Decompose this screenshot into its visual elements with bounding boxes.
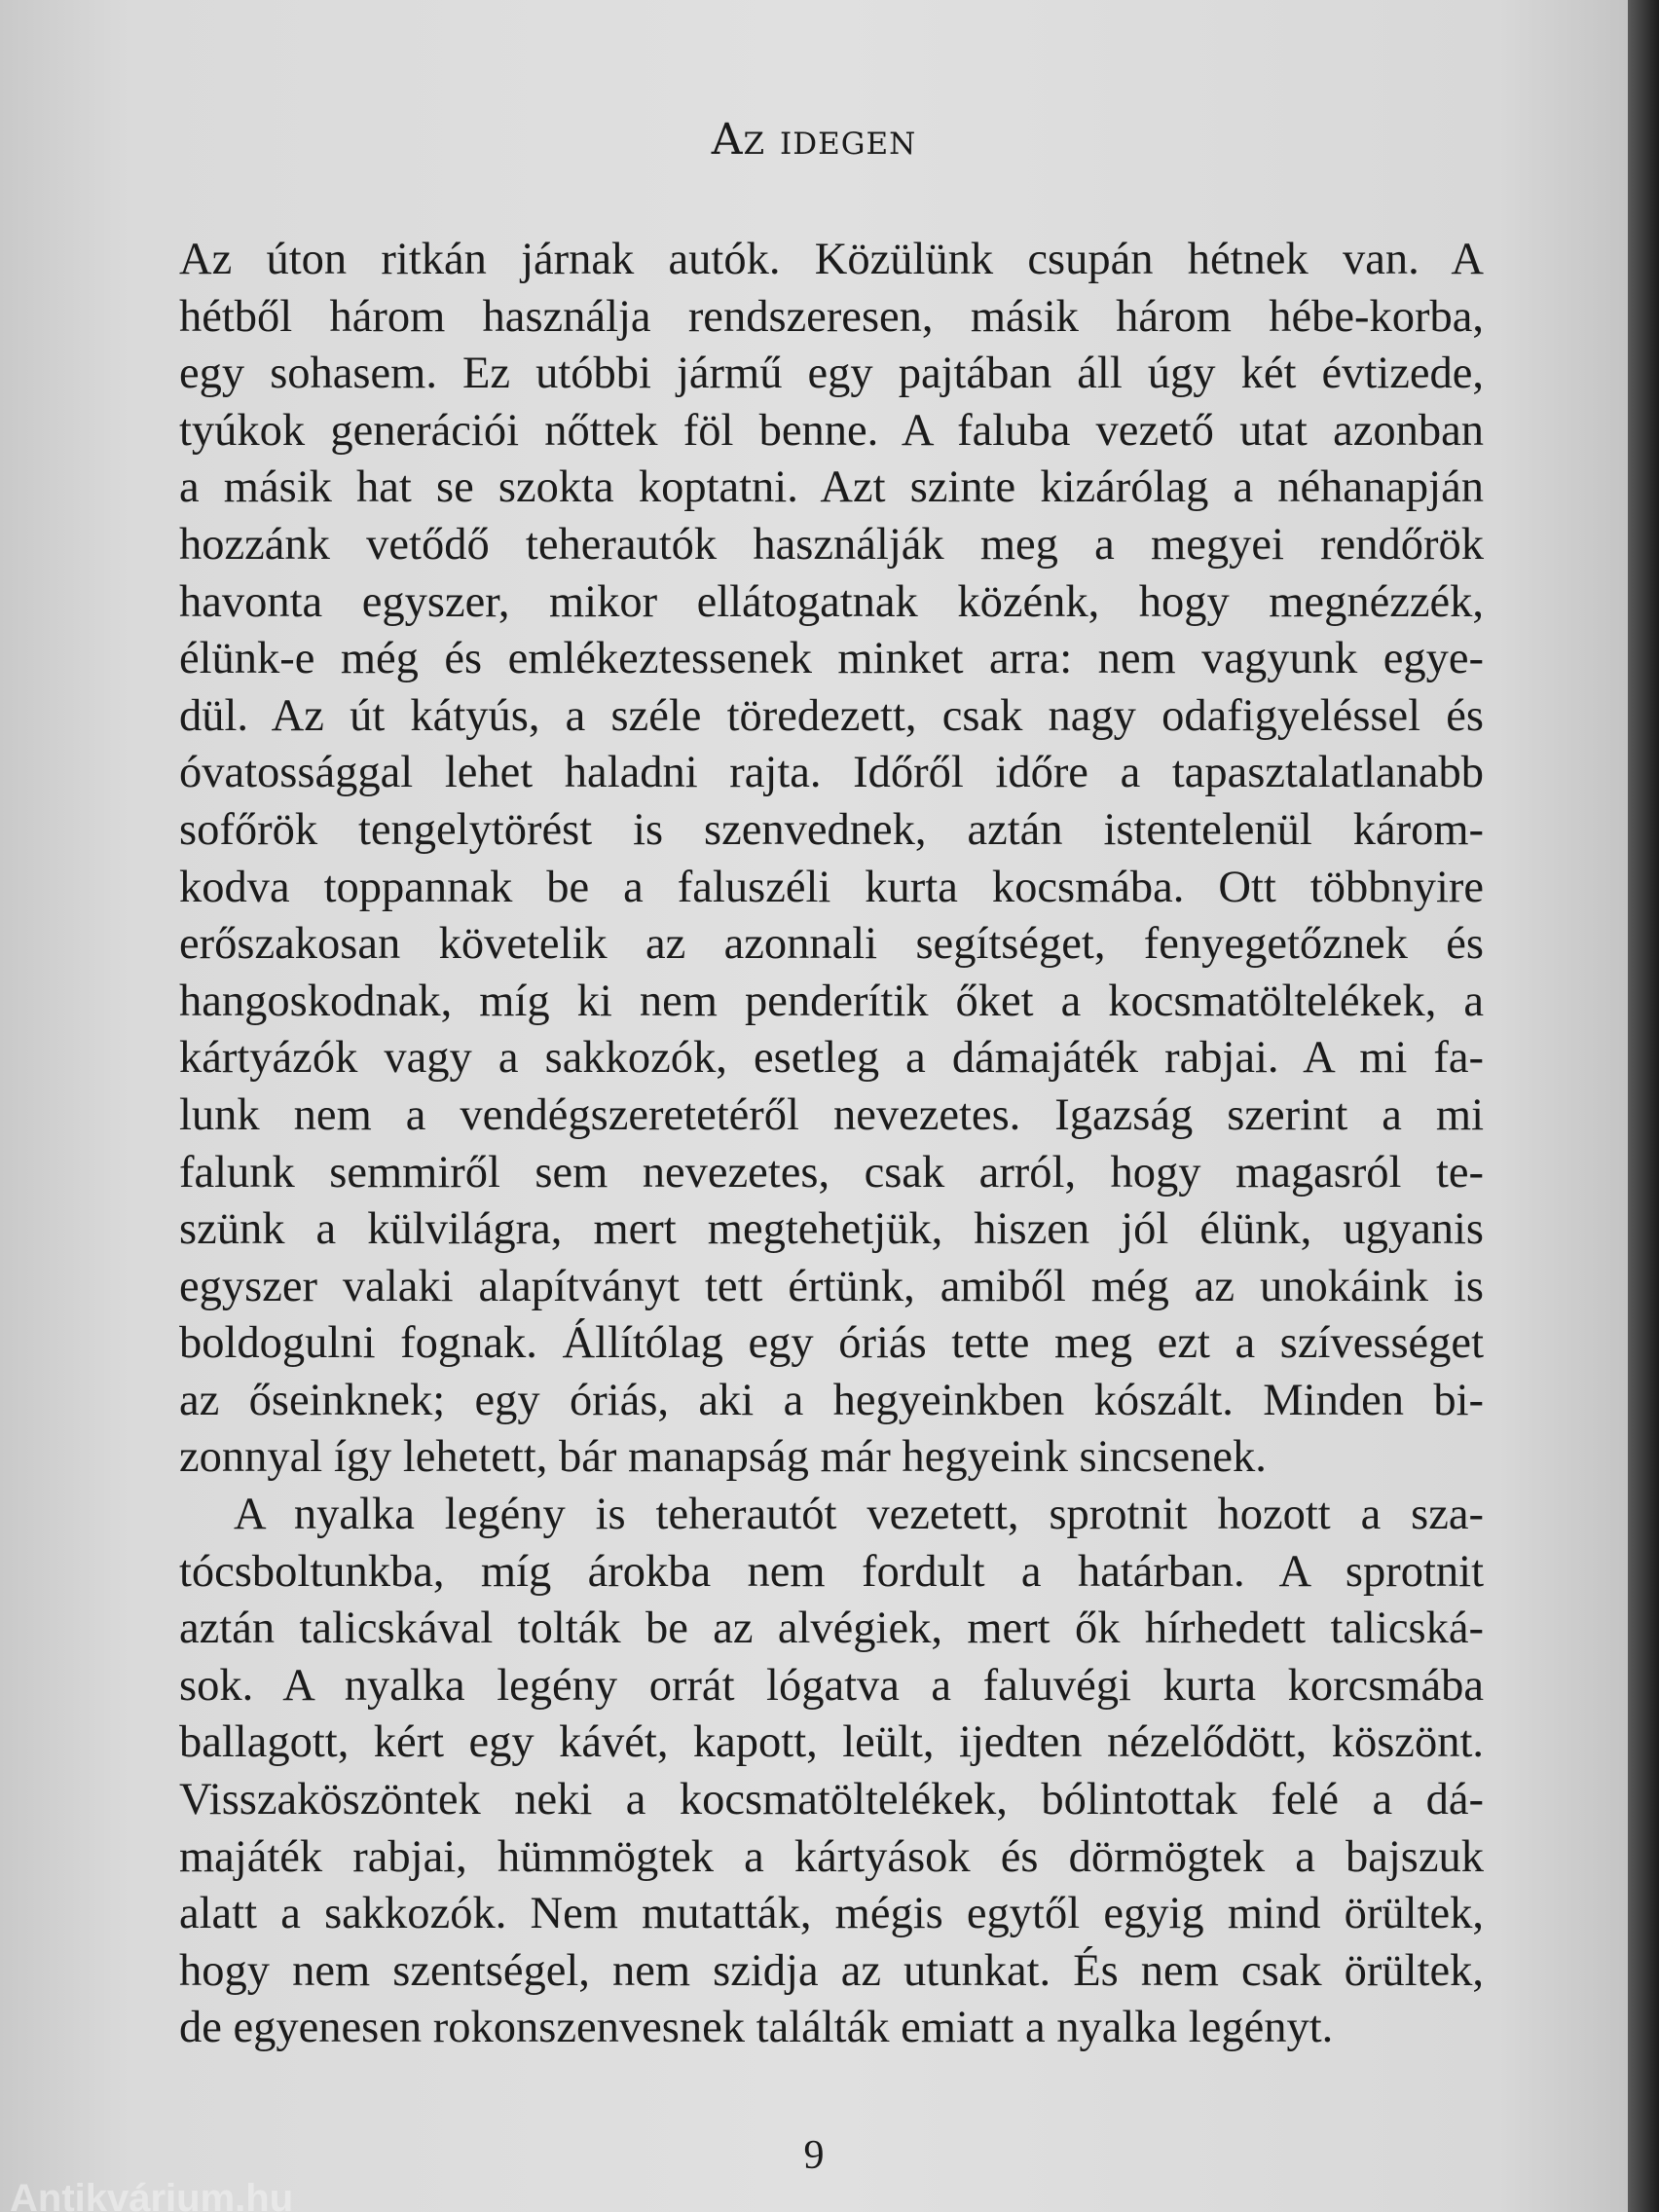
text-line: egy sohasem. Ez utóbbi jármű egy pajtában áll úgy két évtizede, <box>179 349 1484 399</box>
book-spine-shadow <box>1628 0 1659 2212</box>
text-line: aztán talicskával tolták be az alvégiek, mert ők hírhedett talicská- <box>179 1604 1484 1654</box>
text-line: sok. A nyalka legény orrát lógatva a faluvégi kurta korcsmába <box>179 1660 1484 1711</box>
paragraph-2 <box>179 1487 1484 2057</box>
text-line: boldogulni fognak. Állítólag egy óriás tette meg ezt a szívességet <box>179 1318 1484 1369</box>
text-line: egyszer valaki alapítványt tett értünk, amiből még az unokáink is <box>179 1261 1484 1311</box>
paragraph-1 <box>179 232 1484 1487</box>
text-line: erőszakosan követelik az azonnali segítséget, fenyegetőznek és <box>179 919 1484 970</box>
text-line: a másik hat se szokta koptatni. Azt szinte kizárólag a néhanapján <box>179 462 1484 513</box>
text-line: Az úton ritkán járnak autók. Közülünk csupán hétnek van. A <box>179 235 1484 284</box>
text-line: zonnyal így lehetett, bár manapság már hegyeink sincsenek. <box>179 1432 1267 1483</box>
watermark-logo: Antikvárium.hu <box>10 2177 294 2212</box>
text-line: tyúkok generációi nőttek föl benne. A faluba vezető utat azonban <box>179 405 1484 456</box>
text-line: majáték rabjai, hümmögtek a kártyások és dörmögtek a bajszuk <box>179 1831 1484 1882</box>
text-line: de egyenesen rokonszenvesnek találták emiatt a nyalka legényt. <box>179 2003 1334 2053</box>
body-text <box>179 232 1484 2057</box>
text-line: szünk a külvilágra, mert megtehetjük, hiszen jól élünk, ugyanis <box>179 1204 1484 1255</box>
text-line: tócsboltunkba, míg árokba nem fordult a határban. A sprotnit <box>179 1546 1484 1597</box>
text-line: hozzánk vetődő teherautók használják meg a megyei rendőrök <box>179 519 1484 570</box>
page-number: 9 <box>803 2133 825 2178</box>
text-line: A nyalka legény is teherautót vezetett, sprotnit hozott a sza- <box>234 1490 1484 1540</box>
text-line: kodva toppannak be a faluszéli kurta kocsmába. Ott többnyire <box>179 862 1484 912</box>
text-line: havonta egyszer, mikor ellátogatnak közénk, hogy megnézzék, <box>179 576 1484 627</box>
text-line: hogy nem szentségel, nem szidja az utunkat. És nem csak örültek, <box>179 1945 1484 1996</box>
text-line: kártyázók vagy a sakkozók, esetleg a dámajáték rabjai. A mi fa- <box>179 1033 1484 1084</box>
text-line: falunk semmiről sem nevezetes, csak arról, hogy magasról te- <box>179 1147 1484 1198</box>
text-line: hétből három használja rendszeresen, másik három hébe-korba, <box>179 291 1484 342</box>
text-line: az őseinknek; egy óriás, aki a hegyeinkben kószált. Minden bi- <box>179 1375 1484 1425</box>
text-line: ballagott, kért egy kávét, kapott, leült, ijedten nézelődött, köszönt. <box>179 1717 1484 1768</box>
chapter-title: Az idegen <box>711 115 917 165</box>
text-line: Visszaköszöntek neki a kocsmatöltelékek, bólintottak felé a dá- <box>179 1775 1484 1825</box>
text-line: élünk-e még és emlékeztessenek minket arra: nem vagyunk egye- <box>179 634 1484 684</box>
text-line: óvatossággal lehet haladni rajta. Időről időre a tapasztalatlanabb <box>179 748 1484 798</box>
text-line: hangoskodnak, míg ki nem penderítik őket a kocsmatöltelékek, a <box>179 976 1484 1026</box>
text-line: lunk nem a vendégszeretetéről nevezetes. Igazság szerint a mi <box>179 1089 1484 1140</box>
text-line: alatt a sakkozók. Nem mutatták, mégis egytől egyig mind örültek, <box>179 1889 1484 1939</box>
text-line: sofőrök tengelytörést is szenvednek, aztán istentelenül károm- <box>179 804 1484 855</box>
text-line: dül. Az út kátyús, a széle töredezett, csak nagy odafigyeléssel és <box>179 690 1484 741</box>
